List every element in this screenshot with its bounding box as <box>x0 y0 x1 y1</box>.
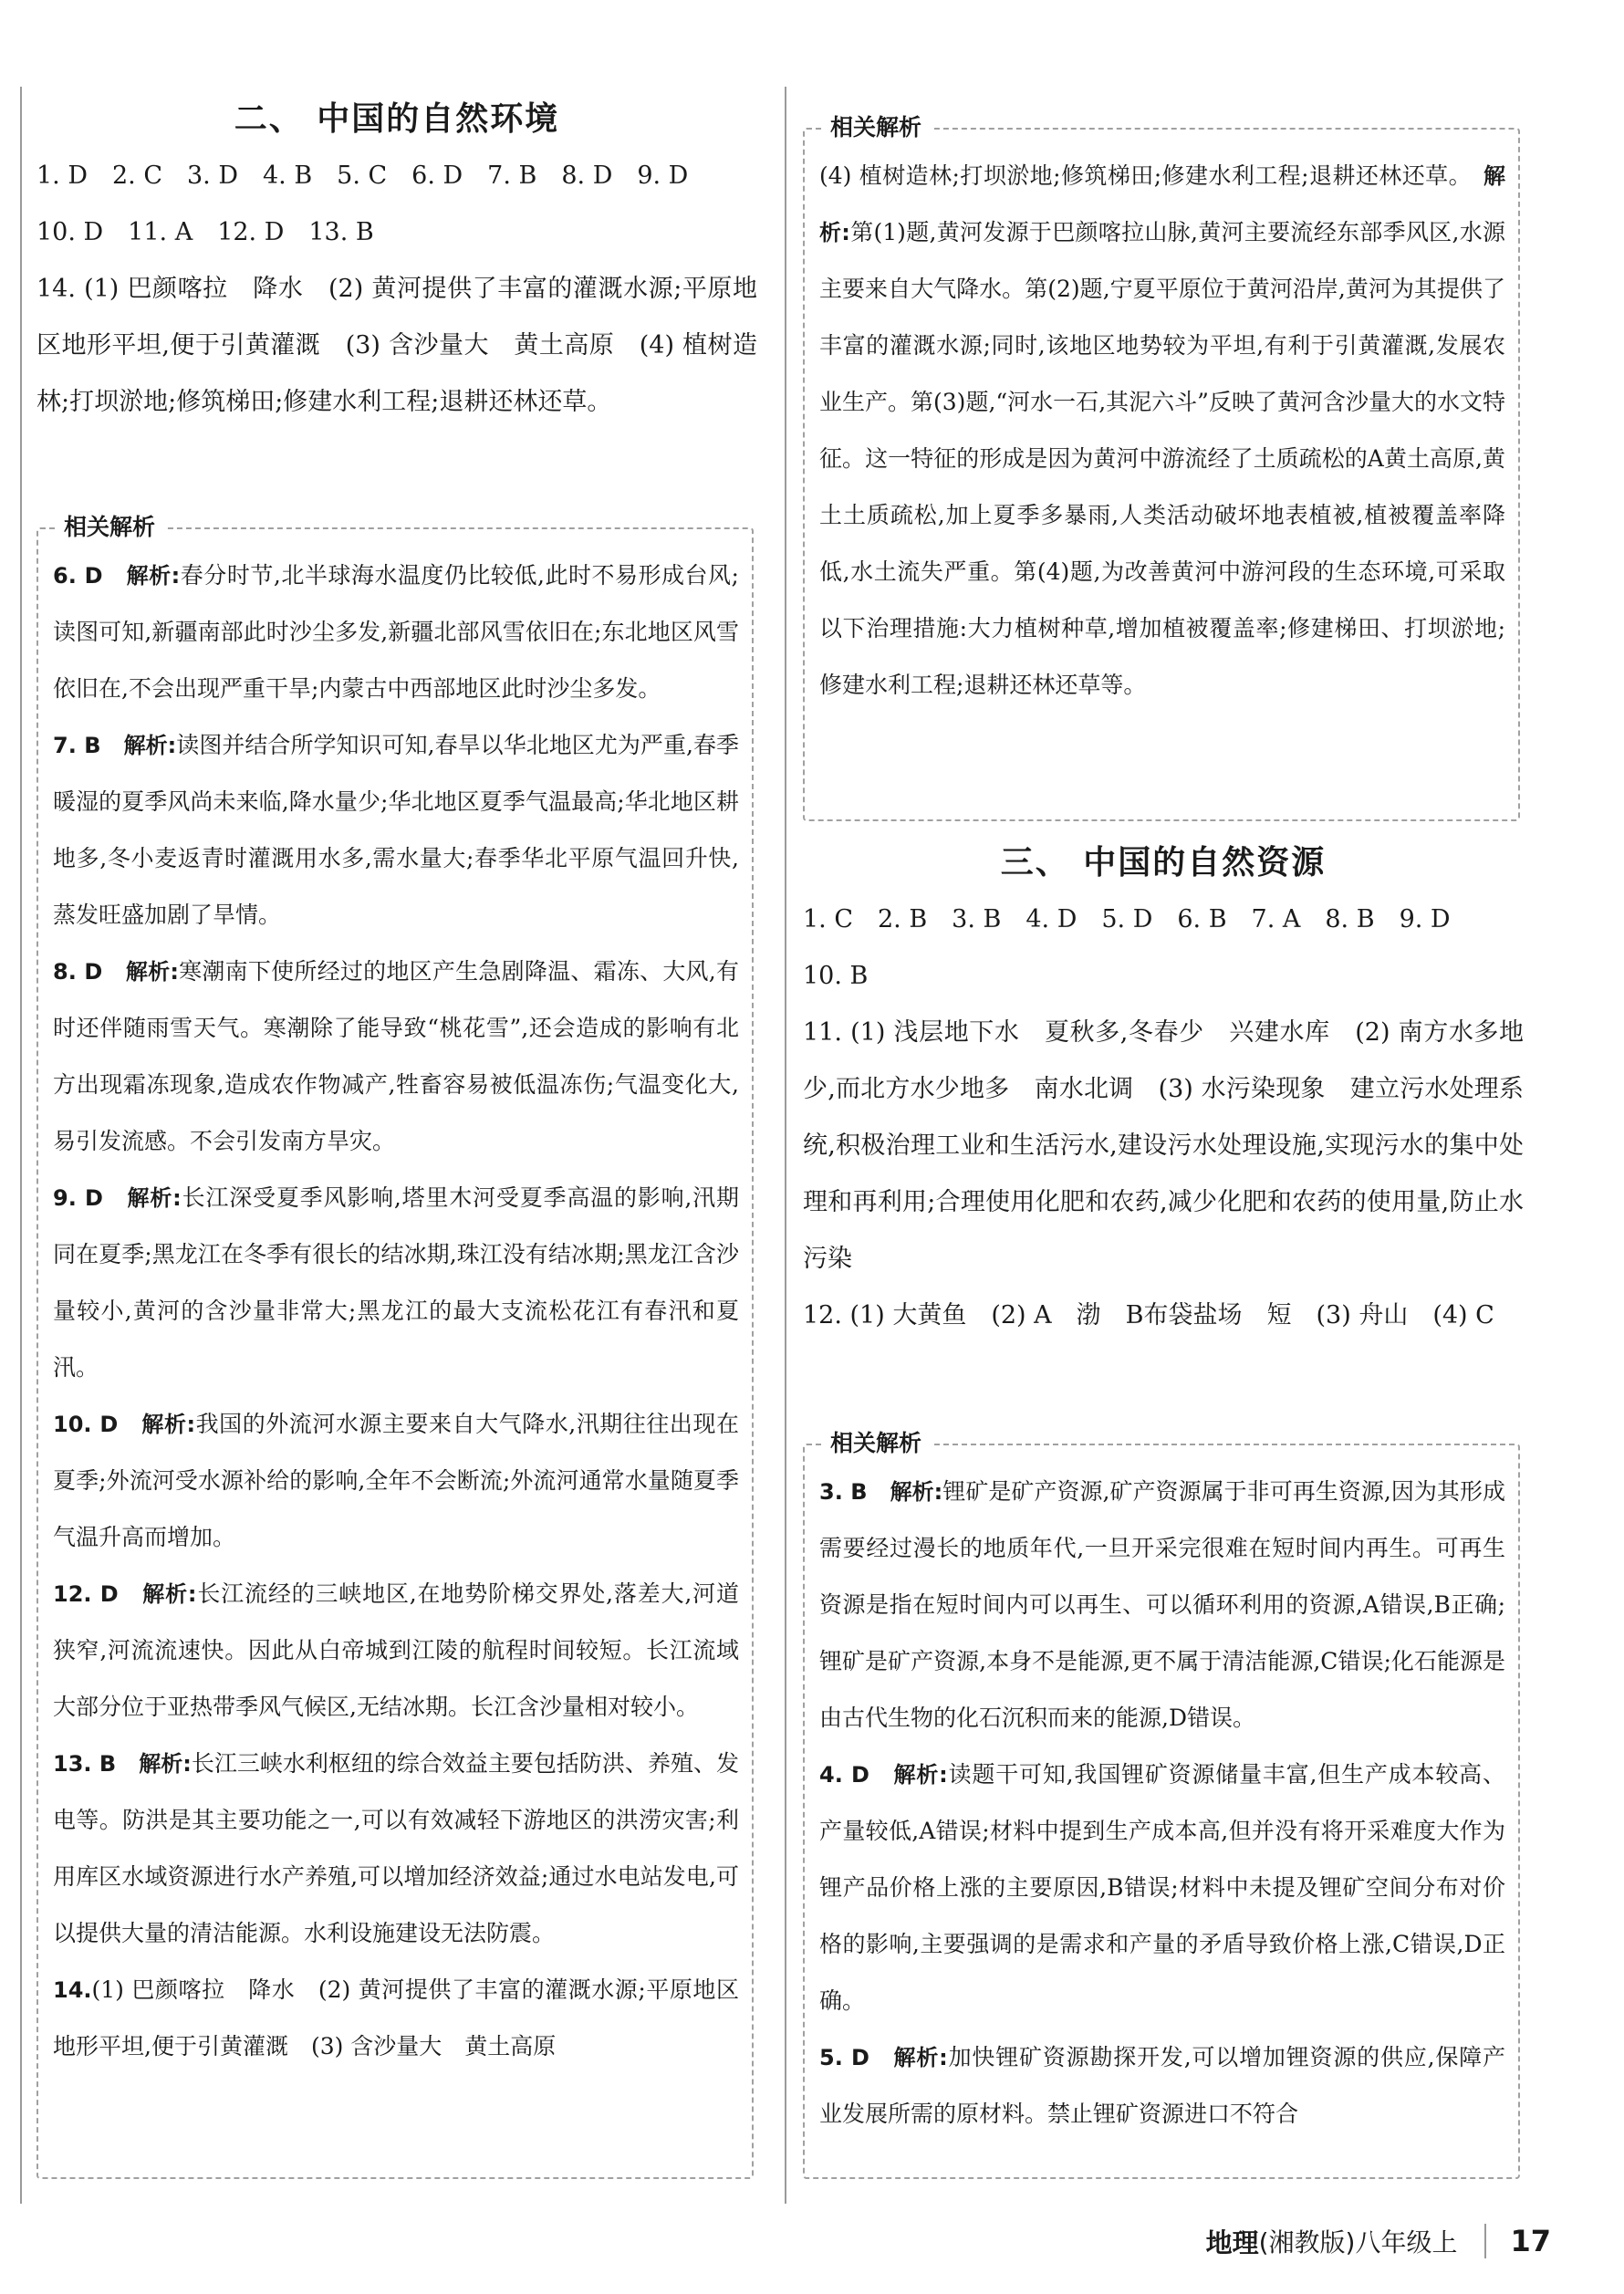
explanation-text: 第(1)题,黄河发源于巴颜喀拉山脉,黄河主要流经东部季风区,水源主要来自大气降水。第(2)题,宁夏平原位于黄河沿岸,黄河为其提供了丰富的灌溉水源;同时,该地区地势较为平坦,有利于引黄灌溉,发展农业生产。第(3)题,“河水一石,其泥六斗”反映了黄河含沙量大的水文特征。这一特征的形成是因为黄河中游流经了土质疏松的A黄土高原,黄土土质疏松,加上夏季多暴雨,人类活动破坏地表植被,植被覆盖率降低,水土流失严重。第(4)题,为改善黄河中游河段的生态环境,可采取以下治理措施:大力植树种草,增加植被覆盖率;修建梯田、打坝淤地;修建水利工程;退耕还林还草等。 <box>819 219 1505 698</box>
explanation-text: 读题干可知,我国锂矿资源储量丰富,但生产成本较高、产量较低,A错误;材料中提到生产成本高,但并没有将开采难度大作为锂产品价格上涨的主要原因,B错误;材料中未提及锂矿空间分布对价格的影响,主要强调的是需求和产量的矛盾导致价格上涨,C错误,D正确。 <box>819 1761 1505 2014</box>
explanation-keyword: 解析: <box>125 959 179 985</box>
explanation-number: 12. D <box>53 1581 119 1607</box>
page-number: 17 <box>1510 2224 1551 2258</box>
explanation-box-right <box>803 1430 1520 2179</box>
explanation-text: 春分时节,北半球海水温度仍比较低,此时不易形成台风;读图可知,新疆南部此时沙尘多发,新疆北部风雪依旧在;东北地区风雪依旧在,不会出现严重干旱;内蒙古中西部地区此时沙尘多发。 <box>53 562 739 702</box>
explanation-number: 4. D <box>819 1762 869 1788</box>
explanation-keyword: 解析: <box>142 1581 197 1607</box>
explanation-number: 6. D <box>53 563 103 589</box>
box-label: 相关解析 <box>55 511 164 544</box>
explanation-keyword: 解析: <box>893 1762 948 1788</box>
explanation-item <box>819 2029 1505 2143</box>
explanation-item <box>53 1396 739 1566</box>
explanation-item <box>53 1566 739 1736</box>
explanation-text: 读图并结合所学知识可知,春旱以华北地区尤为严重,春季暖湿的夏季风尚未来临,降水量少;华北地区夏季气温最高;华北地区耕地多,冬小麦返青时灌溉用水多,需水量大;春季华北平原气温回升快,蒸发旺盛加剧了旱情。 <box>53 732 739 928</box>
answer-line: 10. D 11. A 12. D 13. B <box>36 218 374 246</box>
page-footer <box>1206 2214 1551 2268</box>
explanation-number: 9. D <box>53 1185 103 1211</box>
right-column <box>803 835 1524 1344</box>
explanation-item <box>53 1170 739 1396</box>
box-label: 相关解析 <box>821 111 931 144</box>
explanation-keyword: 解析: <box>139 1751 192 1777</box>
explanation-item <box>53 1962 739 2075</box>
explanation-item <box>53 944 739 1170</box>
explanation-keyword: 解析: <box>123 733 177 758</box>
answer-q12: 12. (1) 大黄鱼 (2) A 渤 B布袋盐场 短 (3) 舟山 (4) C <box>803 1301 1494 1329</box>
column-divider <box>785 87 786 2204</box>
box-label: 相关解析 <box>821 1427 931 1460</box>
explanation-number: 8. D <box>53 959 103 985</box>
explanation-text: (1) 巴颜喀拉 降水 (2) 黄河提供了丰富的灌溉水源;平原地区地形平坦,便于引黄灌溉 (3) 含沙量大 黄土高原 <box>53 1976 739 2059</box>
explanation-text: 寒潮南下使所经过的地区产生急剧降温、霜冻、大风,有时还伴随雨雪天气。寒潮除了能导致“桃花雪”,还会造成的影响有北方出现霜冻现象,造成农作物减产,牲畜容易被低温冻伤;气温变化大,易引发流感。不会引发南方旱灾。 <box>53 958 739 1154</box>
answer-line: 1. D 2. C 3. D 4. B 5. C 6. D 7. B 8. D 9. D <box>36 162 689 190</box>
answer-line: 1. C 2. B 3. B 4. D 5. D 6. B 7. A 8. B 9. D <box>803 905 1451 933</box>
left-column <box>36 91 757 431</box>
explanation-number: 14. <box>53 1977 92 2003</box>
explanation-number: 13. B <box>53 1751 117 1777</box>
explanation-item <box>53 717 739 944</box>
explanation-text: 长江深受夏季风影响,塔里木河受夏季高温的影响,汛期同在夏季;黑龙江在冬季有很长的结冰期,珠江没有结冰期;黑龙江含沙量较小,黄河的含沙量非常大;黑龙江的最大支流松花江有春汛和夏汛。 <box>53 1184 739 1381</box>
footer-separator <box>1484 2224 1486 2258</box>
explanation-number: 7. B <box>53 733 101 758</box>
explanation-keyword: 解析: <box>890 1479 943 1505</box>
answer-q11: 11. (1) 浅层地下水 夏秋多,冬春少 兴建水库 (2) 南方水多地少,而北方水少地多 南水北调 (3) 水污染现象 建立污水处理系统,积极治理工业和生活污水,建设污水处理设施,实现污水的集中处理和再利用;合理使用化肥和农药,减少化肥和农药的使用量,防止水污染 <box>803 1018 1524 1273</box>
explanation-item <box>819 1464 1505 1747</box>
explanation-keyword: 解析: <box>819 163 1505 245</box>
explanation-number: 5. D <box>819 2045 869 2070</box>
explanation-text: 长江流经的三峡地区,在地势阶梯交界处,落差大,河道狭窄,河流流速快。因此从白帝城到江陵的航程时间较短。长江流域大部分位于亚热带季风气候区,无结冰期。长江含沙量相对较小。 <box>53 1580 739 1720</box>
explanation-number: 10. D <box>53 1412 119 1437</box>
explanation-text: 锂矿是矿产资源,矿产资源属于非可再生资源,因为其形成需要经过漫长的地质年代,一旦开采完很难在短时间内再生。可再生资源是指在短时间内可以再生、可以循环利用的资源,A错误,B正确;锂矿是矿产资源,本身不是能源,更不属于清洁能源,C错误;化石能源是由古代生物的化石沉积而来的能源,D错误。 <box>819 1478 1505 1731</box>
section-title-natural-resources: 三、 中国的自然资源 <box>1000 844 1327 881</box>
explanation-item <box>819 1747 1505 2029</box>
explanation-box-left <box>36 514 754 2179</box>
explanation-item <box>53 1736 739 1962</box>
explanation-keyword: 解析: <box>126 563 181 589</box>
explanation-number: 3. B <box>819 1479 868 1505</box>
explanation-keyword: 解析: <box>893 2045 948 2070</box>
left-margin-rule <box>20 87 22 2204</box>
footer-edition: (湘教版)八年级上 <box>1258 2227 1458 2258</box>
explanation-lead: (4) 植树造林;打坝淤地;修筑梯田;修建水利工程;退耕还林还草。 <box>819 162 1461 189</box>
explanation-item <box>819 148 1505 714</box>
explanation-text: 加快锂矿资源勘探开发,可以增加锂资源的供应,保障产业发展所需的原材料。禁止锂矿资源进口不符合 <box>819 2044 1505 2127</box>
answer-q14: 14. (1) 巴颜喀拉 降水 (2) 黄河提供了丰富的灌溉水源;平原地区地形平坦,便于引黄灌溉 (3) 含沙量大 黄土高原 (4) 植树造林;打坝淤地;修筑梯田;修建水利工程;退耕还林还草。 <box>36 275 757 416</box>
explanation-box-right-top <box>803 114 1520 821</box>
explanation-text: 我国的外流河水源主要来自大气降水,汛期往往出现在夏季;外流河受水源补给的影响,全年不会断流;外流河通常水量随夏季气温升高而增加。 <box>53 1411 739 1550</box>
explanation-keyword: 解析: <box>127 1185 182 1211</box>
explanation-keyword: 解析: <box>141 1412 196 1437</box>
footer-subject: 地理 <box>1205 2226 1259 2258</box>
explanation-item <box>53 547 739 717</box>
explanation-text: 长江三峡水利枢纽的综合效益主要包括防洪、养殖、发电等。防洪是其主要功能之一,可以有效减轻下游地区的洪涝灾害;利用库区水域资源进行水产养殖,可以增加经济效益;通过水电站发电,可以提供大量的清洁能源。水利设施建设无法防震。 <box>53 1750 739 1946</box>
section-title-natural-environment: 二、 中国的自然环境 <box>234 100 560 138</box>
answer-line: 10. B <box>803 962 869 990</box>
